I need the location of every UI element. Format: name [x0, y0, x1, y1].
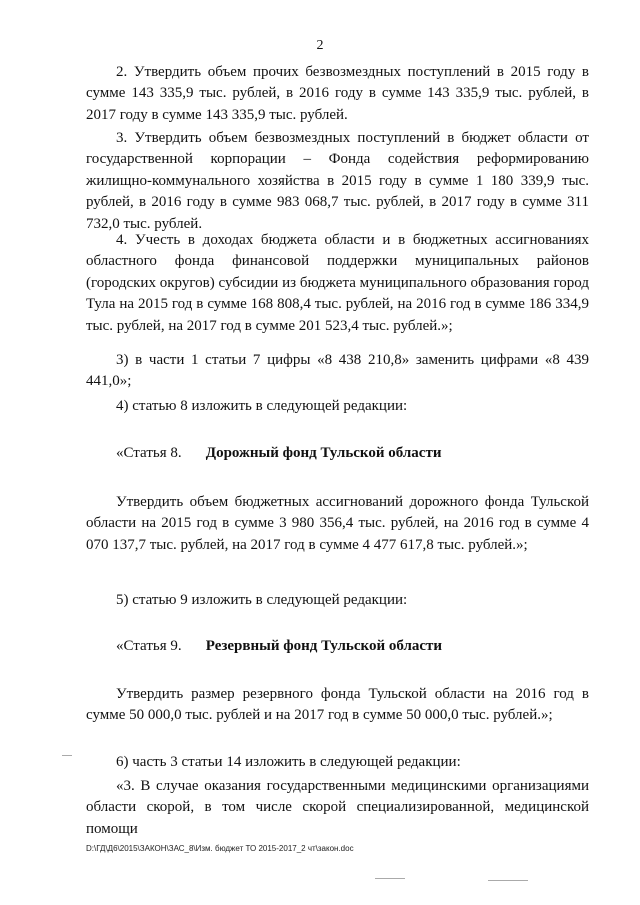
paragraph-item-6: 6) часть 3 статьи 14 изложить в следующей редакции: — [116, 754, 461, 770]
scan-speck — [375, 878, 405, 879]
paragraph-2: 2. Утвердить объем прочих безвозмездных поступлений в 2015 году в сумме 143 335,9 тыс. рублей, в 2016 году в сумме 143 335,9 тыс. рублей, в 2017 году в сумме 143 335,9 тыс. рублей. — [86, 64, 589, 123]
article-8-title: Дорожный фонд Тульской области — [205, 445, 442, 461]
paragraph-4: 4. Учесть в доходах бюджета области и в бюджетных ассигнованиях областного фонда финансовой поддержки муниципальных районов (городских округов) субсидии из бюджета муниципального образования город Тула на 2015 год в сумме 168 808,4 тыс. рублей, на 2016 год в сумме 186 334,9 тыс. рублей, на 2017 год в сумме 201 523,4 тыс. рублей.»; — [86, 232, 589, 334]
footer-file-path: D:\ГД\Д6\2015\ЗАКОН\ЗАС_8\Изм. бюджет ТО 2015-2017_2 чт\закон.doc — [86, 844, 354, 853]
article-9-number: «Статья 9. — [116, 638, 182, 654]
page-number: 2 — [316, 38, 324, 53]
article-9-text: Утвердить размер резервного фонда Тульской области на 2016 год в сумме 50 000,0 тыс. рублей и на 2017 год в сумме 50 000,0 тыс. рублей.»; — [86, 686, 589, 724]
paragraph-item-4: 4) статью 8 изложить в следующей редакции: — [116, 398, 408, 414]
paragraph-item-5: 5) статью 9 изложить в следующей редакции: — [116, 592, 408, 608]
article-9-title: Резервный фонд Тульской области — [205, 638, 443, 654]
paragraph-item-3: 3) в части 1 статьи 7 цифры «8 438 210,8» заменить цифрами «8 439 441,0»; — [86, 352, 589, 390]
scan-speck — [488, 880, 528, 881]
paragraph-3: 3. Утвердить объем безвозмездных поступлений в бюджет области от государственной корпорации – Фонда содействия реформированию жилищно-коммунального хозяйства в 2015 году в сумме 1 180 339,9 тыс. рублей, в 2016 году в сумме 983 068,7 тыс. рублей, в 2017 году в сумме 311 732,0 тыс. рублей. — [86, 130, 589, 232]
scan-speck — [62, 755, 72, 756]
paragraph-item-6-quote: «3. В случае оказания государственными медицинскими организациями области скорой, в том числе скорой специализированной, медицинской помощи — [86, 778, 589, 837]
article-8-number: «Статья 8. — [116, 445, 182, 461]
article-8-heading — [116, 445, 441, 462]
article-8-text: Утвердить объем бюджетных ассигнований дорожного фонда Тульской области на 2015 год в сумме 3 980 356,4 тыс. рублей, на 2016 год в сумме 4 070 137,7 тыс. рублей, на 2017 год в сумме 4 477 617,8 тыс. рублей.»; — [86, 494, 589, 553]
article-9-heading — [116, 638, 442, 655]
